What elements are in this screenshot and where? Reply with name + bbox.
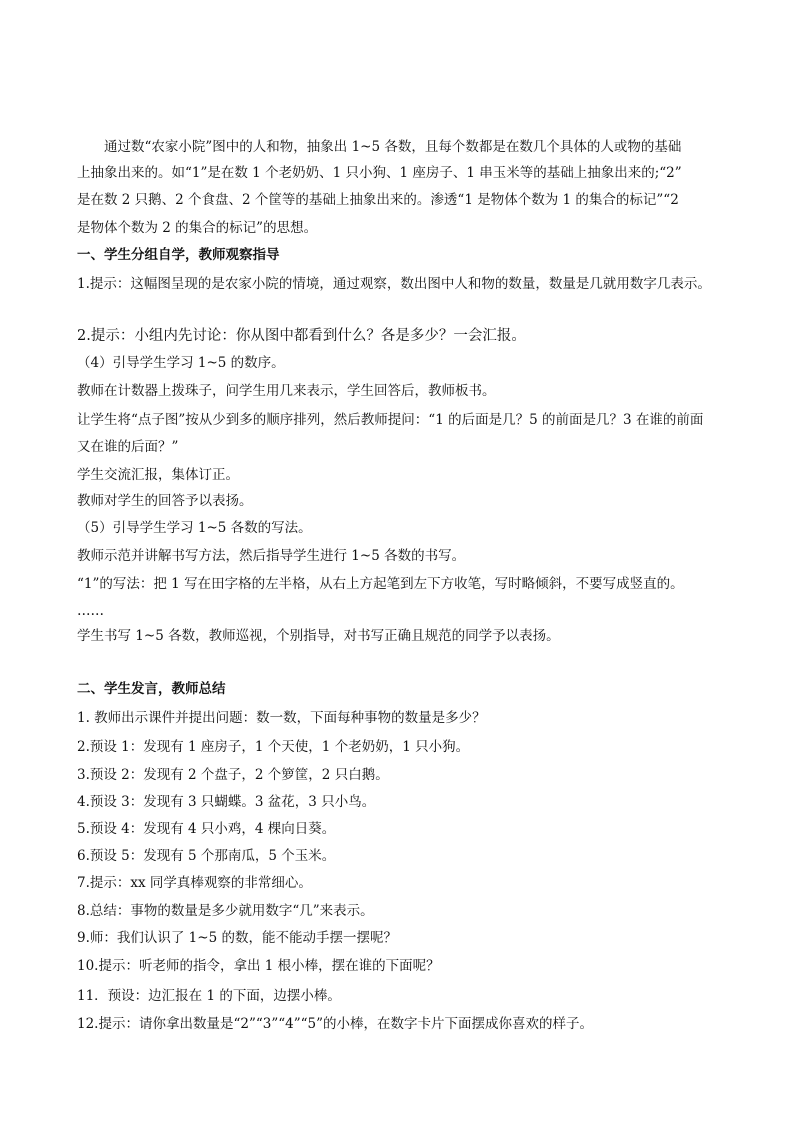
list-item: 3.预设 2：发现有 2 个盘子，2 个箩筐，2 只白鹅。 (77, 767, 389, 783)
dots-line-2: 又在谁的后面？” (77, 439, 179, 455)
list-item: 4.预设 3：发现有 3 只蝴蝶。3 盆花，3 只小鸟。 (77, 794, 376, 810)
intro-line-1: 通过数“农家小院”图中的人和物，抽象出 1~5 各数，且每个数都是在数几个具体的人或物的基础 (104, 139, 682, 155)
dots-line-1: 让学生将“点子图”按从少到多的顺序排列，然后教师提问：“1 的后面是几？5 的前面是几？3 在谁的前面 (77, 412, 704, 428)
list-item: 7.提示：xx 同学真棒观察的非常细心。 (77, 875, 312, 891)
step-4: （4）引导学生学习 1~5 的数序。 (77, 355, 285, 371)
write-1-text: “1”的写法：把 1 写在田字格的左半格，从右上方起笔到左下方收笔，写时略倾斜，不要写成竖直的。 (77, 576, 684, 592)
list-item: 2.预设 1：发现有 1 座房子，1 个天使，1 个老奶奶，1 只小狗。 (77, 739, 470, 755)
step-5: （5）引导学生学习 1~5 各数的写法。 (77, 520, 312, 536)
list-item: 5.预设 4：发现有 4 只小鸡，4 棵向日葵。 (77, 821, 336, 837)
intro-line-4: 是物体个数为 2 的集合的标记”的思想。 (77, 220, 318, 236)
section1-heading: 一、学生分组自学，教师观察指导 (77, 247, 280, 263)
exchange-text: 学生交流汇报，集体订正。 (77, 467, 239, 483)
list-item: 1. 教师出示课件并提出问题：数一数，下面每种事物的数量是多少？ (77, 710, 486, 726)
praise-text: 教师对学生的回答予以表扬。 (77, 493, 253, 509)
abacus-text: 教师在计数器上拨珠子，问学生用几来表示，学生回答后，教师板书。 (77, 383, 496, 399)
list-item: 10.提示：听老师的指令，拿出 1 根小棒，摆在谁的下面呢？ (77, 958, 440, 974)
practice-text: 学生书写 1~5 各数，教师巡视，个别指导，对书写正确且规范的同学予以表扬。 (77, 628, 560, 644)
hint-2: 2.提示：小组内先讨论：你从图中都看到什么？各是多少？一会汇报。 (77, 328, 526, 344)
list-item: 12.提示：请你拿出数量是“2”“3”“4”“5”的小棒，在数字卡片下面摆成你喜欢的样子。 (77, 1016, 594, 1032)
intro-line-2: 上抽象出来的。如“1”是在数 1 个老奶奶、1 只小狗、1 座房子、1 串玉米等的基础上抽象出来的;“2” (77, 165, 682, 181)
demo-text: 教师示范并讲解书写方法，然后指导学生进行 1~5 各数的书写。 (77, 548, 466, 564)
hint-1: 1.提示：这幅图呈现的是农家小院的情境，通过观察，数出图中人和物的数量，数量是几就用数字几表示。 (77, 276, 711, 292)
ellipsis: …… (77, 603, 104, 619)
section2-heading: 二、学生发言，教师总结 (77, 681, 226, 697)
list-item: 6.预设 5：发现有 5 个那南瓜，5 个玉米。 (77, 848, 336, 864)
list-item: 9.师：我们认识了 1~5 的数，能不能动手摆一摆呢？ (77, 930, 397, 946)
intro-line-3: 是在数 2 只鹅、2 个食盘、2 个筐等的基础上抽象出来的。渗透“1 是物体个数为 1 的集合的标记”“2 (77, 192, 679, 208)
list-item: 11．预设：边汇报在 1 的下面，边摆小棒。 (77, 988, 341, 1004)
list-item: 8.总结：事物的数量是多少就用数字“几”来表示。 (77, 903, 374, 919)
